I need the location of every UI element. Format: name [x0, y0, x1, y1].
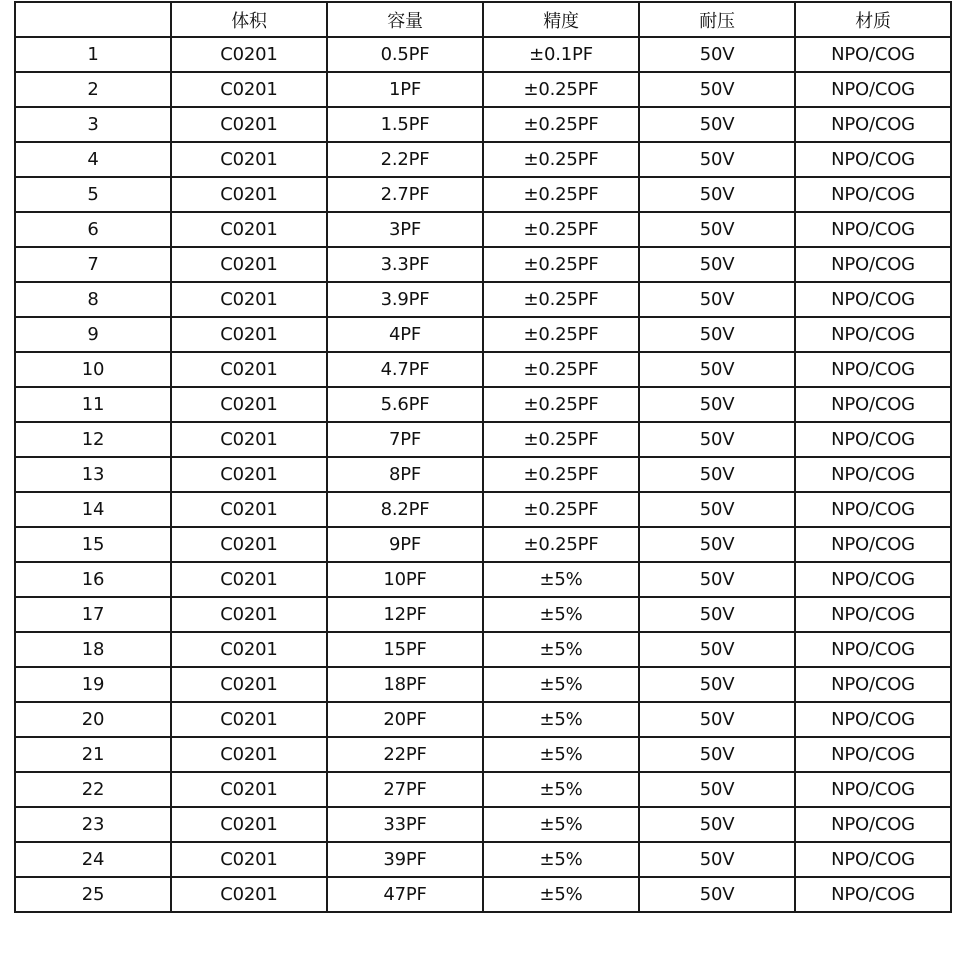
cell-voltage: 50V: [639, 737, 795, 772]
cell-capacitance: 18PF: [327, 667, 483, 702]
cell-package-size: C0201: [171, 597, 327, 632]
cell-capacitance: 39PF: [327, 842, 483, 877]
cell-index: 19: [15, 667, 171, 702]
cell-tolerance: ±0.25PF: [483, 317, 639, 352]
cell-material: NPO/COG: [795, 352, 951, 387]
cell-package-size: C0201: [171, 492, 327, 527]
cell-capacitance: 3.9PF: [327, 282, 483, 317]
cell-index: 21: [15, 737, 171, 772]
header-material: 材质: [795, 2, 951, 37]
table-row: [15, 877, 951, 912]
cell-material: NPO/COG: [795, 282, 951, 317]
cell-package-size: C0201: [171, 212, 327, 247]
cell-voltage: 50V: [639, 772, 795, 807]
table-row: [15, 667, 951, 702]
cell-voltage: 50V: [639, 177, 795, 212]
cell-material: NPO/COG: [795, 37, 951, 72]
cell-tolerance: ±5%: [483, 772, 639, 807]
cell-package-size: C0201: [171, 807, 327, 842]
cell-tolerance: ±5%: [483, 842, 639, 877]
cell-material: NPO/COG: [795, 737, 951, 772]
cell-package-size: C0201: [171, 667, 327, 702]
cell-package-size: C0201: [171, 527, 327, 562]
cell-voltage: 50V: [639, 37, 795, 72]
cell-index: 5: [15, 177, 171, 212]
cell-package-size: C0201: [171, 107, 327, 142]
table-row: [15, 562, 951, 597]
table-body: [15, 37, 951, 912]
cell-package-size: C0201: [171, 387, 327, 422]
cell-capacitance: 15PF: [327, 632, 483, 667]
cell-index: 13: [15, 457, 171, 492]
table-row: [15, 317, 951, 352]
cell-package-size: C0201: [171, 737, 327, 772]
cell-material: NPO/COG: [795, 772, 951, 807]
cell-capacitance: 27PF: [327, 772, 483, 807]
cell-tolerance: ±5%: [483, 597, 639, 632]
cell-index: 24: [15, 842, 171, 877]
cell-capacitance: 9PF: [327, 527, 483, 562]
cell-material: NPO/COG: [795, 387, 951, 422]
cell-tolerance: ±5%: [483, 702, 639, 737]
cell-material: NPO/COG: [795, 457, 951, 492]
cell-tolerance: ±0.25PF: [483, 282, 639, 317]
cell-tolerance: ±0.25PF: [483, 527, 639, 562]
cell-capacitance: 7PF: [327, 422, 483, 457]
cell-capacitance: 1PF: [327, 72, 483, 107]
cell-index: 17: [15, 597, 171, 632]
table-row: [15, 177, 951, 212]
table-row: [15, 492, 951, 527]
cell-material: NPO/COG: [795, 142, 951, 177]
cell-capacitance: 8PF: [327, 457, 483, 492]
cell-material: NPO/COG: [795, 177, 951, 212]
cell-material: NPO/COG: [795, 667, 951, 702]
table-row: [15, 387, 951, 422]
cell-capacitance: 3PF: [327, 212, 483, 247]
cell-voltage: 50V: [639, 457, 795, 492]
table-row: [15, 107, 951, 142]
cell-material: NPO/COG: [795, 212, 951, 247]
cell-package-size: C0201: [171, 457, 327, 492]
cell-material: NPO/COG: [795, 247, 951, 282]
cell-index: 3: [15, 107, 171, 142]
cell-index: 8: [15, 282, 171, 317]
cell-index: 9: [15, 317, 171, 352]
cell-voltage: 50V: [639, 667, 795, 702]
cell-package-size: C0201: [171, 282, 327, 317]
header-tolerance: 精度: [483, 2, 639, 37]
cell-material: NPO/COG: [795, 562, 951, 597]
cell-material: NPO/COG: [795, 632, 951, 667]
cell-index: 6: [15, 212, 171, 247]
table-row: [15, 142, 951, 177]
cell-material: NPO/COG: [795, 807, 951, 842]
cell-capacitance: 5.6PF: [327, 387, 483, 422]
cell-package-size: C0201: [171, 422, 327, 457]
header-voltage: 耐压: [639, 2, 795, 37]
table-row: [15, 247, 951, 282]
cell-voltage: 50V: [639, 212, 795, 247]
cell-tolerance: ±0.25PF: [483, 72, 639, 107]
cell-voltage: 50V: [639, 422, 795, 457]
cell-index: 18: [15, 632, 171, 667]
cell-capacitance: 0.5PF: [327, 37, 483, 72]
table-row: [15, 597, 951, 632]
capacitor-spec-table: [14, 1, 952, 913]
cell-tolerance: ±0.25PF: [483, 212, 639, 247]
cell-voltage: 50V: [639, 247, 795, 282]
cell-index: 7: [15, 247, 171, 282]
cell-index: 14: [15, 492, 171, 527]
cell-package-size: C0201: [171, 632, 327, 667]
cell-material: NPO/COG: [795, 877, 951, 912]
cell-capacitance: 8.2PF: [327, 492, 483, 527]
cell-index: 15: [15, 527, 171, 562]
cell-tolerance: ±0.25PF: [483, 422, 639, 457]
cell-voltage: 50V: [639, 877, 795, 912]
cell-tolerance: ±0.25PF: [483, 352, 639, 387]
cell-index: 12: [15, 422, 171, 457]
cell-index: 20: [15, 702, 171, 737]
cell-voltage: 50V: [639, 562, 795, 597]
cell-index: 16: [15, 562, 171, 597]
table-row: [15, 807, 951, 842]
cell-voltage: 50V: [639, 597, 795, 632]
cell-tolerance: ±5%: [483, 632, 639, 667]
cell-tolerance: ±0.25PF: [483, 142, 639, 177]
cell-tolerance: ±0.1PF: [483, 37, 639, 72]
table-row: [15, 282, 951, 317]
cell-tolerance: ±0.25PF: [483, 387, 639, 422]
cell-tolerance: ±5%: [483, 807, 639, 842]
cell-tolerance: ±0.25PF: [483, 457, 639, 492]
cell-material: NPO/COG: [795, 107, 951, 142]
cell-material: NPO/COG: [795, 72, 951, 107]
cell-capacitance: 20PF: [327, 702, 483, 737]
cell-voltage: 50V: [639, 72, 795, 107]
cell-material: NPO/COG: [795, 317, 951, 352]
cell-capacitance: 1.5PF: [327, 107, 483, 142]
cell-voltage: 50V: [639, 142, 795, 177]
cell-index: 22: [15, 772, 171, 807]
cell-index: 11: [15, 387, 171, 422]
header-row: [15, 2, 951, 37]
cell-voltage: 50V: [639, 352, 795, 387]
cell-package-size: C0201: [171, 772, 327, 807]
cell-voltage: 50V: [639, 702, 795, 737]
cell-material: NPO/COG: [795, 492, 951, 527]
table-row: [15, 772, 951, 807]
cell-index: 25: [15, 877, 171, 912]
cell-tolerance: ±5%: [483, 877, 639, 912]
cell-capacitance: 47PF: [327, 877, 483, 912]
table-row: [15, 72, 951, 107]
cell-package-size: C0201: [171, 352, 327, 387]
cell-capacitance: 2.7PF: [327, 177, 483, 212]
cell-voltage: 50V: [639, 842, 795, 877]
cell-index: 1: [15, 37, 171, 72]
cell-tolerance: ±0.25PF: [483, 107, 639, 142]
cell-capacitance: 2.2PF: [327, 142, 483, 177]
table-row: [15, 842, 951, 877]
table-row: [15, 212, 951, 247]
cell-capacitance: 22PF: [327, 737, 483, 772]
cell-voltage: 50V: [639, 282, 795, 317]
cell-package-size: C0201: [171, 842, 327, 877]
cell-capacitance: 33PF: [327, 807, 483, 842]
cell-package-size: C0201: [171, 877, 327, 912]
cell-tolerance: ±5%: [483, 667, 639, 702]
table-row: [15, 632, 951, 667]
cell-tolerance: ±5%: [483, 562, 639, 597]
header-capacitance: 容量: [327, 2, 483, 37]
cell-voltage: 50V: [639, 632, 795, 667]
header-package-size: 体积: [171, 2, 327, 37]
cell-index: 10: [15, 352, 171, 387]
cell-material: NPO/COG: [795, 527, 951, 562]
cell-package-size: C0201: [171, 72, 327, 107]
cell-tolerance: ±0.25PF: [483, 177, 639, 212]
cell-package-size: C0201: [171, 317, 327, 352]
cell-package-size: C0201: [171, 562, 327, 597]
table-row: [15, 527, 951, 562]
cell-material: NPO/COG: [795, 422, 951, 457]
cell-index: 2: [15, 72, 171, 107]
table-row: [15, 352, 951, 387]
cell-voltage: 50V: [639, 492, 795, 527]
cell-package-size: C0201: [171, 177, 327, 212]
cell-voltage: 50V: [639, 807, 795, 842]
cell-voltage: 50V: [639, 387, 795, 422]
cell-package-size: C0201: [171, 247, 327, 282]
cell-tolerance: ±0.25PF: [483, 492, 639, 527]
cell-capacitance: 3.3PF: [327, 247, 483, 282]
cell-capacitance: 4.7PF: [327, 352, 483, 387]
table-row: [15, 702, 951, 737]
table-row: [15, 422, 951, 457]
cell-capacitance: 10PF: [327, 562, 483, 597]
cell-capacitance: 12PF: [327, 597, 483, 632]
cell-voltage: 50V: [639, 107, 795, 142]
cell-package-size: C0201: [171, 37, 327, 72]
table-row: [15, 737, 951, 772]
cell-material: NPO/COG: [795, 597, 951, 632]
cell-capacitance: 4PF: [327, 317, 483, 352]
cell-package-size: C0201: [171, 142, 327, 177]
header-index: [15, 2, 171, 37]
cell-index: 23: [15, 807, 171, 842]
cell-tolerance: ±0.25PF: [483, 247, 639, 282]
cell-voltage: 50V: [639, 317, 795, 352]
cell-material: NPO/COG: [795, 702, 951, 737]
table-row: [15, 457, 951, 492]
cell-material: NPO/COG: [795, 842, 951, 877]
cell-voltage: 50V: [639, 527, 795, 562]
cell-index: 4: [15, 142, 171, 177]
cell-package-size: C0201: [171, 702, 327, 737]
table-row: [15, 37, 951, 72]
cell-tolerance: ±5%: [483, 737, 639, 772]
